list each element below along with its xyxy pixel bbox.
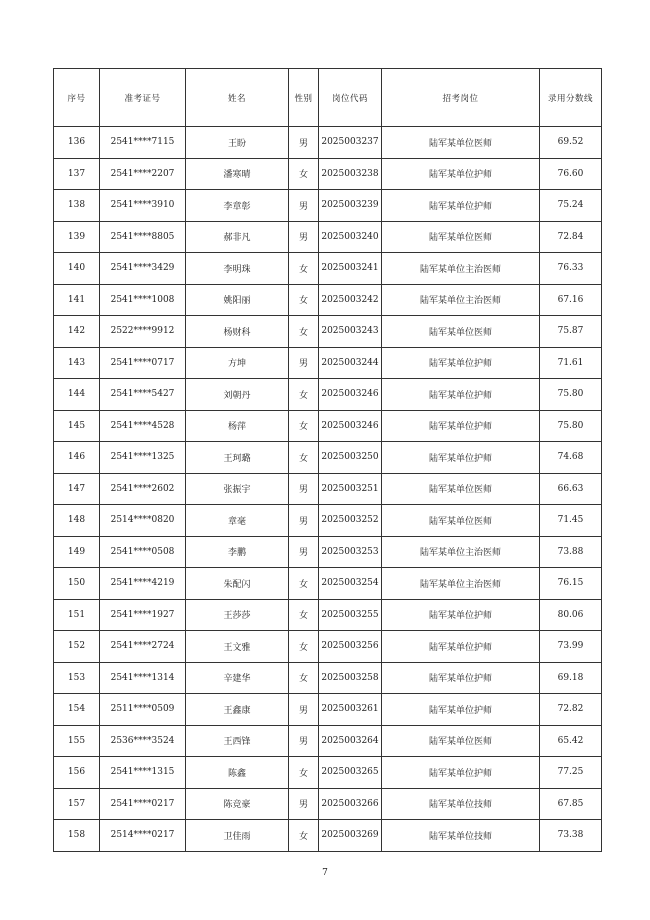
cell-score-line: 80.06 [540,599,602,631]
cell-name: 姚阳丽 [186,284,289,316]
cell-post: 陆军某单位护师 [382,347,540,379]
cell-post: 陆军某单位医师 [382,316,540,348]
cell-name: 辛建华 [186,662,289,694]
cell-serial: 140 [54,253,100,285]
header-post: 招考岗位 [382,69,540,127]
cell-ticket-number: 2522****9912 [100,316,186,348]
table-body [54,127,602,852]
cell-name: 杨萍 [186,410,289,442]
table-row [54,568,602,600]
cell-post-code: 2025003237 [319,127,382,159]
cell-post-code: 2025003253 [319,536,382,568]
cell-score-line: 73.99 [540,631,602,663]
cell-score-line: 76.33 [540,253,602,285]
cell-ticket-number: 2541****8805 [100,221,186,253]
cell-post: 陆军某单位医师 [382,221,540,253]
cell-gender: 女 [289,820,319,852]
cell-score-line: 65.42 [540,725,602,757]
table-row [54,221,602,253]
cell-post: 陆军某单位护师 [382,410,540,442]
cell-gender: 男 [289,221,319,253]
cell-post-code: 2025003239 [319,190,382,222]
cell-score-line: 75.24 [540,190,602,222]
cell-post-code: 2025003246 [319,410,382,442]
table-row [54,820,602,852]
cell-post-code: 2025003241 [319,253,382,285]
cell-post-code: 2025003242 [319,284,382,316]
cell-ticket-number: 2541****3910 [100,190,186,222]
cell-post: 陆军某单位主治医师 [382,284,540,316]
cell-serial: 136 [54,127,100,159]
cell-post: 陆军某单位护师 [382,662,540,694]
cell-name: 王文雅 [186,631,289,663]
cell-gender: 女 [289,631,319,663]
table-row [54,631,602,663]
cell-serial: 152 [54,631,100,663]
cell-post: 陆军某单位护师 [382,631,540,663]
cell-ticket-number: 2541****0717 [100,347,186,379]
cell-gender: 女 [289,253,319,285]
header-ticket-number: 准考证号 [100,69,186,127]
cell-post-code: 2025003246 [319,379,382,411]
cell-score-line: 75.87 [540,316,602,348]
cell-name: 王珂璐 [186,442,289,474]
table-row [54,127,602,159]
cell-gender: 女 [289,284,319,316]
cell-gender: 女 [289,410,319,442]
cell-post: 陆军某单位医师 [382,127,540,159]
cell-gender: 男 [289,505,319,537]
table-row [54,536,602,568]
cell-serial: 139 [54,221,100,253]
cell-gender: 女 [289,316,319,348]
cell-name: 方坤 [186,347,289,379]
cell-gender: 男 [289,347,319,379]
cell-name: 王盼 [186,127,289,159]
cell-score-line: 69.52 [540,127,602,159]
cell-ticket-number: 2541****1315 [100,757,186,789]
cell-gender: 男 [289,725,319,757]
cell-serial: 155 [54,725,100,757]
cell-name: 杨财科 [186,316,289,348]
cell-ticket-number: 2541****5427 [100,379,186,411]
cell-post-code: 2025003252 [319,505,382,537]
table-row [54,694,602,726]
cell-serial: 157 [54,788,100,820]
cell-serial: 153 [54,662,100,694]
cell-score-line: 72.84 [540,221,602,253]
cell-score-line: 76.60 [540,158,602,190]
cell-ticket-number: 2541****1008 [100,284,186,316]
table-row [54,284,602,316]
cell-post: 陆军某单位主治医师 [382,536,540,568]
cell-name: 李明珠 [186,253,289,285]
cell-score-line: 69.18 [540,662,602,694]
cell-serial: 143 [54,347,100,379]
table-row [54,725,602,757]
header-post-code: 岗位代码 [319,69,382,127]
cell-post: 陆军某单位护师 [382,190,540,222]
cell-score-line: 66.63 [540,473,602,505]
cell-ticket-number: 2541****1325 [100,442,186,474]
cell-post: 陆军某单位护师 [382,599,540,631]
table-row [54,788,602,820]
cell-score-line: 71.45 [540,505,602,537]
cell-post: 陆军某单位护师 [382,757,540,789]
cell-score-line: 77.25 [540,757,602,789]
table-row [54,505,602,537]
cell-ticket-number: 2541****1314 [100,662,186,694]
cell-ticket-number: 2541****1927 [100,599,186,631]
cell-ticket-number: 2541****2602 [100,473,186,505]
cell-serial: 156 [54,757,100,789]
cell-score-line: 73.38 [540,820,602,852]
cell-post-code: 2025003238 [319,158,382,190]
cell-post-code: 2025003264 [319,725,382,757]
cell-gender: 男 [289,694,319,726]
cell-gender: 女 [289,379,319,411]
cell-name: 郝非凡 [186,221,289,253]
cell-name: 陈竞豪 [186,788,289,820]
cell-gender: 女 [289,662,319,694]
cell-gender: 男 [289,788,319,820]
table-row [54,253,602,285]
table-row [54,379,602,411]
cell-ticket-number: 2541****7115 [100,127,186,159]
cell-name: 卫佳雨 [186,820,289,852]
cell-post-code: 2025003243 [319,316,382,348]
cell-serial: 146 [54,442,100,474]
cell-serial: 150 [54,568,100,600]
table-row [54,662,602,694]
cell-ticket-number: 2514****0820 [100,505,186,537]
cell-score-line: 72.82 [540,694,602,726]
cell-name: 朱配闪 [186,568,289,600]
cell-post-code: 2025003269 [319,820,382,852]
header-serial: 序号 [54,69,100,127]
table-row [54,757,602,789]
cell-score-line: 67.85 [540,788,602,820]
cell-post: 陆军某单位护师 [382,694,540,726]
cell-score-line: 67.16 [540,284,602,316]
cell-name: 王莎莎 [186,599,289,631]
cell-serial: 147 [54,473,100,505]
cell-post: 陆军某单位主治医师 [382,253,540,285]
cell-serial: 149 [54,536,100,568]
cell-score-line: 71.61 [540,347,602,379]
cell-name: 刘朝丹 [186,379,289,411]
cell-post-code: 2025003258 [319,662,382,694]
cell-serial: 158 [54,820,100,852]
table-row [54,190,602,222]
cell-serial: 151 [54,599,100,631]
cell-post: 陆军某单位医师 [382,505,540,537]
cell-ticket-number: 2514****0217 [100,820,186,852]
table-header-row [54,69,602,127]
cell-gender: 女 [289,158,319,190]
cell-score-line: 74.68 [540,442,602,474]
cell-ticket-number: 2511****0509 [100,694,186,726]
cell-gender: 男 [289,536,319,568]
cell-post: 陆军某单位技师 [382,788,540,820]
cell-serial: 154 [54,694,100,726]
cell-gender: 女 [289,442,319,474]
cell-ticket-number: 2541****2724 [100,631,186,663]
cell-post-code: 2025003254 [319,568,382,600]
table-row [54,473,602,505]
cell-post: 陆军某单位医师 [382,473,540,505]
cell-name: 李鹏 [186,536,289,568]
cell-serial: 145 [54,410,100,442]
header-name: 姓名 [186,69,289,127]
cell-ticket-number: 2541****3429 [100,253,186,285]
cell-post-code: 2025003244 [319,347,382,379]
cell-post-code: 2025003250 [319,442,382,474]
cell-post-code: 2025003251 [319,473,382,505]
cell-gender: 女 [289,599,319,631]
cell-name: 李章彰 [186,190,289,222]
cell-post: 陆军某单位技师 [382,820,540,852]
cell-score-line: 75.80 [540,379,602,411]
cell-post: 陆军某单位护师 [382,379,540,411]
cell-serial: 148 [54,505,100,537]
cell-name: 王鑫康 [186,694,289,726]
cell-score-line: 76.15 [540,568,602,600]
cell-serial: 137 [54,158,100,190]
cell-serial: 142 [54,316,100,348]
cell-name: 陈鑫 [186,757,289,789]
cell-gender: 男 [289,127,319,159]
table-row [54,158,602,190]
cell-gender: 男 [289,190,319,222]
cell-gender: 女 [289,757,319,789]
cell-post-code: 2025003255 [319,599,382,631]
table-row [54,347,602,379]
cell-score-line: 73.88 [540,536,602,568]
table-row [54,410,602,442]
table-row [54,316,602,348]
cell-name: 张振宇 [186,473,289,505]
cell-ticket-number: 2536****3524 [100,725,186,757]
cell-name: 王西锋 [186,725,289,757]
cell-ticket-number: 2541****0217 [100,788,186,820]
admission-score-table [53,68,602,852]
header-gender: 性别 [289,69,319,127]
cell-ticket-number: 2541****2207 [100,158,186,190]
cell-post: 陆军某单位医师 [382,725,540,757]
cell-post-code: 2025003265 [319,757,382,789]
cell-serial: 141 [54,284,100,316]
cell-gender: 男 [289,473,319,505]
cell-post: 陆军某单位护师 [382,442,540,474]
cell-ticket-number: 2541****4219 [100,568,186,600]
cell-name: 章毫 [186,505,289,537]
cell-post-code: 2025003261 [319,694,382,726]
cell-serial: 138 [54,190,100,222]
cell-post: 陆军某单位主治医师 [382,568,540,600]
table-row [54,442,602,474]
page-number: 7 [322,868,328,878]
header-score-line: 录用分数线 [540,69,602,127]
cell-post-code: 2025003266 [319,788,382,820]
cell-gender: 女 [289,568,319,600]
table-row [54,599,602,631]
cell-ticket-number: 2541****0508 [100,536,186,568]
cell-name: 潘寒晴 [186,158,289,190]
cell-post-code: 2025003256 [319,631,382,663]
cell-post-code: 2025003240 [319,221,382,253]
cell-score-line: 75.80 [540,410,602,442]
cell-serial: 144 [54,379,100,411]
cell-ticket-number: 2541****4528 [100,410,186,442]
cell-post: 陆军某单位护师 [382,158,540,190]
